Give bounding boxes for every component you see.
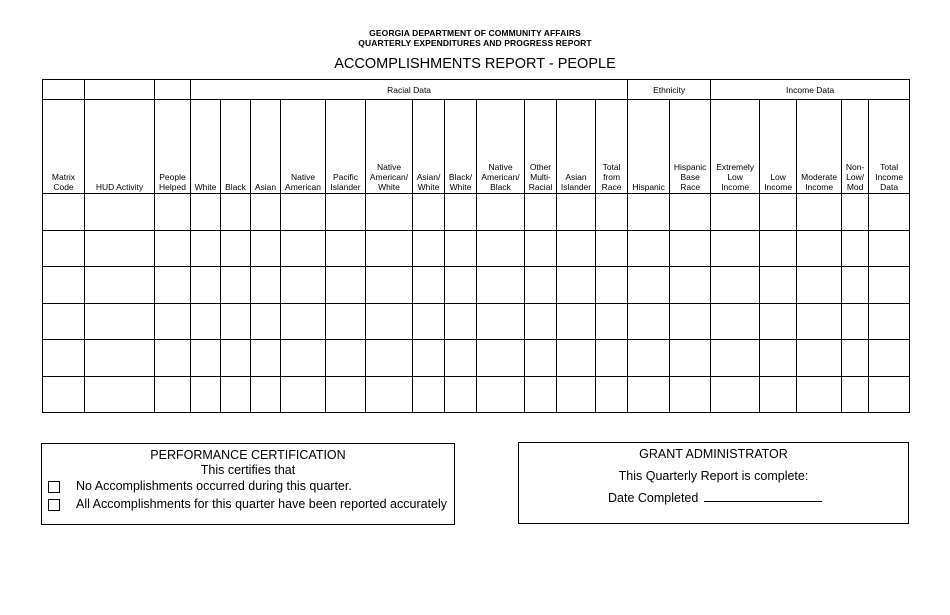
- table-cell[interactable]: [326, 303, 366, 340]
- group-blank-2: [85, 80, 155, 100]
- column-header: [760, 100, 797, 194]
- table-cell[interactable]: [281, 194, 326, 231]
- table-cell[interactable]: [628, 376, 670, 413]
- table-cell[interactable]: [525, 194, 557, 231]
- column-header-label: Total Income Data: [875, 162, 904, 192]
- table-cell[interactable]: [155, 230, 191, 267]
- table-cell[interactable]: [85, 340, 155, 377]
- table-cell[interactable]: [670, 340, 711, 377]
- group-blank-1: [43, 80, 85, 100]
- table-row: [43, 303, 910, 340]
- table-cell[interactable]: [596, 303, 628, 340]
- table-cell[interactable]: [525, 230, 557, 267]
- table-cell[interactable]: [525, 376, 557, 413]
- column-header-label: Asian: [254, 182, 277, 192]
- table-cell[interactable]: [869, 194, 910, 231]
- no-accomplishments-checkbox[interactable]: [48, 481, 60, 493]
- table-cell[interactable]: [797, 194, 842, 231]
- column-header-label: Native American: [285, 172, 321, 192]
- no-accomplishments-option[interactable]: [48, 479, 352, 494]
- column-header: [191, 100, 221, 194]
- column-header-label: Total from Race: [601, 162, 622, 192]
- column-header: [596, 100, 628, 194]
- table-cell[interactable]: [596, 194, 628, 231]
- table-cell[interactable]: [842, 267, 869, 304]
- table-cell[interactable]: [869, 340, 910, 377]
- grant-administrator-box: [518, 442, 909, 524]
- table-cell[interactable]: [525, 303, 557, 340]
- column-header-label: Hispanic Base Race: [673, 162, 707, 192]
- table-cell[interactable]: [760, 194, 797, 231]
- column-header: [251, 100, 281, 194]
- table-cell[interactable]: [869, 230, 910, 267]
- column-header: [85, 100, 155, 194]
- column-header-label: Asian/ White: [416, 172, 441, 192]
- table-cell[interactable]: [628, 194, 670, 231]
- table-cell[interactable]: [842, 303, 869, 340]
- table-cell[interactable]: [670, 194, 711, 231]
- table-cell[interactable]: [477, 230, 525, 267]
- table-cell[interactable]: [445, 340, 477, 377]
- table-cell[interactable]: [711, 340, 760, 377]
- table-cell[interactable]: [221, 230, 251, 267]
- table-cell[interactable]: [281, 340, 326, 377]
- table-cell[interactable]: [557, 376, 596, 413]
- column-header-label: Hispanic: [632, 182, 665, 192]
- performance-subtitle: This certifies that: [200, 463, 296, 477]
- group-ethnicity: Ethnicity: [628, 80, 711, 100]
- table-cell[interactable]: [221, 303, 251, 340]
- column-header-label: Asian Islander: [560, 172, 592, 192]
- performance-title: PERFORMANCE CERTIFICATION: [150, 448, 346, 462]
- table-cell[interactable]: [251, 267, 281, 304]
- table-cell[interactable]: [842, 194, 869, 231]
- column-header: [797, 100, 842, 194]
- table-cell[interactable]: [596, 267, 628, 304]
- table-row: [43, 230, 910, 267]
- table-cell[interactable]: [797, 230, 842, 267]
- page-title: ACCOMPLISHMENTS REPORT - PEOPLE: [334, 56, 616, 72]
- table-cell[interactable]: [191, 376, 221, 413]
- table-cell[interactable]: [477, 303, 525, 340]
- table-cell[interactable]: [445, 303, 477, 340]
- column-header: [670, 100, 711, 194]
- table-cell[interactable]: [155, 194, 191, 231]
- table-cell[interactable]: [326, 194, 366, 231]
- column-header-label: Native American/ White: [369, 162, 409, 192]
- table-cell[interactable]: [869, 267, 910, 304]
- table-cell[interactable]: [43, 230, 85, 267]
- table-cell[interactable]: [43, 340, 85, 377]
- table-body: [43, 194, 910, 413]
- date-completed-row: [608, 490, 822, 506]
- table-cell[interactable]: [366, 303, 413, 340]
- group-header-row: [43, 80, 910, 100]
- table-cell[interactable]: [711, 194, 760, 231]
- table-cell[interactable]: [366, 194, 413, 231]
- table-cell[interactable]: [85, 194, 155, 231]
- table-cell[interactable]: [191, 303, 221, 340]
- table-cell[interactable]: [251, 194, 281, 231]
- table-cell[interactable]: [557, 230, 596, 267]
- column-header: [221, 100, 251, 194]
- table-cell[interactable]: [445, 194, 477, 231]
- table-cell[interactable]: [326, 267, 366, 304]
- column-header: [281, 100, 326, 194]
- column-header: [445, 100, 477, 194]
- table-cell[interactable]: [43, 194, 85, 231]
- grant-statement: This Quarterly Report is complete:: [618, 469, 809, 483]
- table-cell[interactable]: [191, 230, 221, 267]
- table-row: [43, 194, 910, 231]
- table-row: [43, 340, 910, 377]
- table-cell[interactable]: [628, 267, 670, 304]
- table-cell[interactable]: [760, 303, 797, 340]
- column-header: [155, 100, 191, 194]
- table-cell[interactable]: [797, 267, 842, 304]
- column-header-label: Matrix Code: [51, 172, 76, 192]
- table-cell[interactable]: [43, 267, 85, 304]
- column-header: [477, 100, 525, 194]
- table-cell[interactable]: [281, 303, 326, 340]
- column-header: [842, 100, 869, 194]
- table-cell[interactable]: [445, 230, 477, 267]
- table-cell[interactable]: [221, 340, 251, 377]
- column-header: [366, 100, 413, 194]
- table-cell[interactable]: [155, 376, 191, 413]
- date-completed-label: Date Completed: [608, 491, 699, 505]
- table-cell[interactable]: [281, 376, 326, 413]
- table-cell[interactable]: [326, 230, 366, 267]
- table-cell[interactable]: [366, 230, 413, 267]
- table-cell[interactable]: [628, 303, 670, 340]
- table-cell[interactable]: [191, 340, 221, 377]
- table-cell[interactable]: [413, 303, 445, 340]
- table-cell[interactable]: [628, 340, 670, 377]
- reported-accurately-option[interactable]: [48, 497, 447, 512]
- report-heading: QUARTERLY EXPENDITURES AND PROGRESS REPORT: [358, 38, 592, 48]
- table-cell[interactable]: [760, 230, 797, 267]
- table-cell[interactable]: [281, 230, 326, 267]
- table-cell[interactable]: [477, 376, 525, 413]
- table-cell[interactable]: [366, 340, 413, 377]
- table-row: [43, 376, 910, 413]
- table-cell[interactable]: [557, 194, 596, 231]
- no-accomplishments-label: No Accomplishments occurred during this quarter.: [76, 479, 352, 493]
- column-header: [326, 100, 366, 194]
- column-header-label: Black: [225, 182, 246, 192]
- table-cell[interactable]: [477, 267, 525, 304]
- table-cell[interactable]: [43, 376, 85, 413]
- table-cell[interactable]: [366, 376, 413, 413]
- column-header-label: Native American/ Black: [481, 162, 520, 192]
- table-cell[interactable]: [477, 194, 525, 231]
- grant-title: GRANT ADMINISTRATOR: [639, 447, 788, 461]
- column-header-label: Moderate Income: [801, 172, 838, 192]
- column-header-label: Black/ White: [448, 172, 473, 192]
- reported-accurately-label: All Accomplishments for this quarter have been reported accurately: [76, 497, 448, 511]
- table-cell[interactable]: [670, 376, 711, 413]
- column-header: [413, 100, 445, 194]
- table-cell[interactable]: [711, 376, 760, 413]
- agency-heading: GEORGIA DEPARTMENT OF COMMUNITY AFFAIRS: [369, 28, 581, 38]
- column-header-label: White: [194, 182, 217, 192]
- table-cell[interactable]: [711, 267, 760, 304]
- group-racial-data: Racial Data: [191, 80, 628, 100]
- table-cell[interactable]: [413, 194, 445, 231]
- table-cell[interactable]: [155, 340, 191, 377]
- table-cell[interactable]: [85, 376, 155, 413]
- table-cell[interactable]: [326, 376, 366, 413]
- table-cell[interactable]: [221, 194, 251, 231]
- table-cell[interactable]: [760, 376, 797, 413]
- table-cell[interactable]: [628, 230, 670, 267]
- table-cell[interactable]: [251, 303, 281, 340]
- table-cell[interactable]: [670, 303, 711, 340]
- column-header: [557, 100, 596, 194]
- column-header: [525, 100, 557, 194]
- table-cell[interactable]: [797, 340, 842, 377]
- group-blank-3: [155, 80, 191, 100]
- table-cell[interactable]: [670, 230, 711, 267]
- table-cell[interactable]: [191, 194, 221, 231]
- table-cell[interactable]: [326, 340, 366, 377]
- table-cell[interactable]: [842, 230, 869, 267]
- table-cell[interactable]: [596, 376, 628, 413]
- table-cell[interactable]: [43, 303, 85, 340]
- table-cell[interactable]: [366, 267, 413, 304]
- table-cell[interactable]: [596, 230, 628, 267]
- table-cell[interactable]: [221, 267, 251, 304]
- table-cell[interactable]: [711, 303, 760, 340]
- table-cell[interactable]: [557, 267, 596, 304]
- column-header: [711, 100, 760, 194]
- table-cell[interactable]: [413, 340, 445, 377]
- column-header-label: People Helped: [159, 172, 186, 192]
- column-header-label: HUD Activity: [95, 182, 144, 192]
- table-cell[interactable]: [842, 376, 869, 413]
- table-cell[interactable]: [281, 267, 326, 304]
- accomplishments-table: [42, 79, 910, 413]
- table-cell[interactable]: [525, 267, 557, 304]
- table-cell[interactable]: [869, 303, 910, 340]
- table-cell[interactable]: [155, 303, 191, 340]
- column-header-label: Pacific Islander: [330, 172, 361, 192]
- table-cell[interactable]: [191, 267, 221, 304]
- column-header: [43, 100, 85, 194]
- table-cell[interactable]: [155, 267, 191, 304]
- table-cell[interactable]: [477, 340, 525, 377]
- table-cell[interactable]: [85, 267, 155, 304]
- column-header: [869, 100, 910, 194]
- table-cell[interactable]: [596, 340, 628, 377]
- table-cell[interactable]: [557, 303, 596, 340]
- column-header-label: Other Multi- Racial: [528, 162, 553, 192]
- table-cell[interactable]: [869, 376, 910, 413]
- group-income-data: Income Data: [711, 80, 910, 100]
- table-cell[interactable]: [251, 230, 281, 267]
- table-cell[interactable]: [711, 230, 760, 267]
- table-cell[interactable]: [445, 376, 477, 413]
- table-cell[interactable]: [797, 376, 842, 413]
- performance-certification-box: [41, 443, 455, 525]
- column-header-label: Extremely Low Income: [716, 162, 755, 192]
- table-cell[interactable]: [760, 340, 797, 377]
- table-cell[interactable]: [842, 340, 869, 377]
- table-cell[interactable]: [85, 230, 155, 267]
- table-cell[interactable]: [413, 230, 445, 267]
- table-cell[interactable]: [797, 303, 842, 340]
- table-cell[interactable]: [445, 267, 477, 304]
- table-cell[interactable]: [525, 340, 557, 377]
- table-cell[interactable]: [413, 376, 445, 413]
- table-cell[interactable]: [251, 340, 281, 377]
- column-header-label: Low Income: [764, 172, 793, 192]
- table-cell[interactable]: [221, 376, 251, 413]
- reported-accurately-checkbox[interactable]: [48, 499, 60, 511]
- column-header-label: Non- Low/ Mod: [845, 162, 865, 192]
- table-cell[interactable]: [760, 267, 797, 304]
- table-cell[interactable]: [557, 340, 596, 377]
- table-cell[interactable]: [251, 376, 281, 413]
- column-header-row: [43, 100, 910, 194]
- date-completed-field[interactable]: [704, 490, 822, 502]
- table-cell[interactable]: [670, 267, 711, 304]
- table-row: [43, 267, 910, 304]
- table-cell[interactable]: [413, 267, 445, 304]
- column-header: [628, 100, 670, 194]
- table-cell[interactable]: [85, 303, 155, 340]
